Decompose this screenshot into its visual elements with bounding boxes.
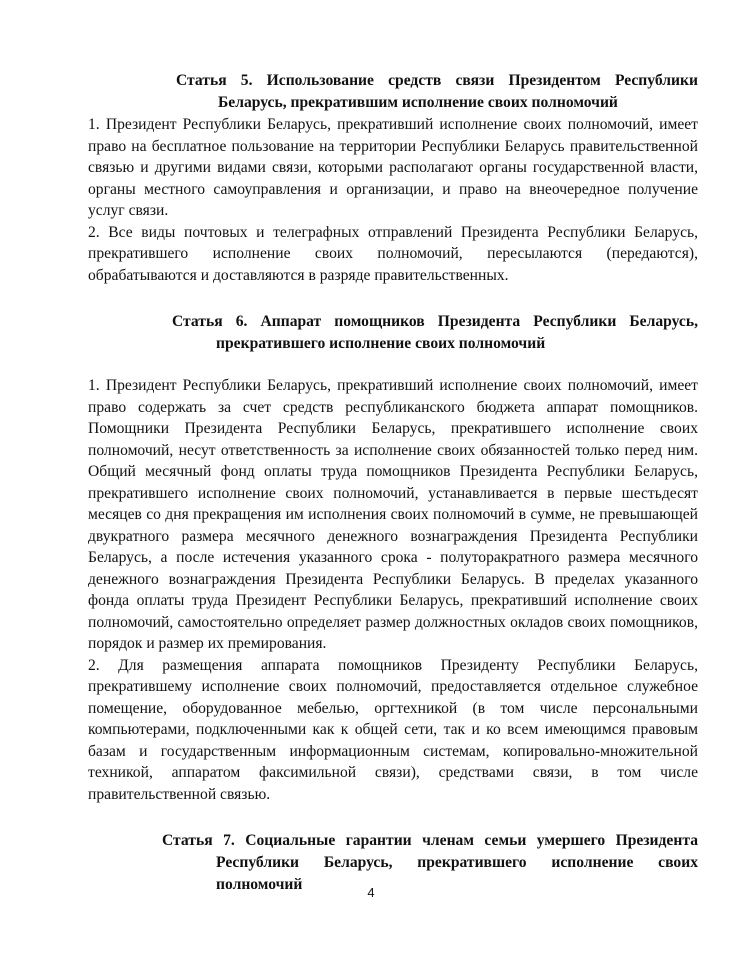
article-5-paragraph-1: 1. Президент Республики Беларусь, прекративший исполнение своих полномочий, имеет право на бесплатное пользование на территории Республики Беларусь правительственной связью и другими видами связи, которыми располагают органы государственной власти, органы местного самоуправления и организации, и право на внеочередное получение услуг связи. — [88, 116, 698, 219]
article-6-title: Статья 6. Аппарат помощников Президента Республики Беларусь, прекратившего исполнение своих полномочий — [172, 313, 698, 352]
article-5-title: Статья 5. Использование средств связи Президентом Республики Беларусь, прекратившим исполнение своих полномочий — [176, 72, 698, 111]
article-6-paragraph-2: 2. Для размещения аппарата помощников Президенту Республики Беларусь, прекратившему исполнение своих полномочий, предоставляется отдельное служебное помещение, оборудованное мебелью, оргтехникой (в том числе персональными компьютерами, подключенными как к общей сети, так и ко всем имеющимся правовым базам и государственным информационным системам, копировально-множительной техникой, аппаратом факсимильной связи), средствами связи, в том числе правительственной связью. — [88, 656, 698, 803]
article-7-title: Статья 7. Социальные гарантии членам семьи умершего Президента Республики Беларусь, прекратившего исполнение своих полномочий — [162, 832, 698, 893]
document-page — [88, 70, 698, 896]
article-5-paragraph-2: 2. Все виды почтовых и телеграфных отправлений Президента Республики Беларусь, прекратившего исполнение своих полномочий, пересылаются (передаются), обрабатываются и доставляются в разряде правительственных. — [88, 223, 698, 284]
article-5 — [88, 70, 698, 286]
article-6-paragraph-1: 1. Президент Республики Беларусь, прекративший исполнение своих полномочий, имеет право содержать за счет средств республиканского бюджета аппарат помощников. Помощники Президента Республики Беларусь, прекратившего исполнение своих полномочий, несут ответственность за исполнение своих обязанностей только перед ним. Общий месячный фонд оплаты труда помощников Президента Республики Беларусь, прекратившего исполнение своих полномочий, устанавливается в первые шестьдесят месяцев со дня прекращения им исполнения своих полномочий в сумме, не превышающей двукратного размера месячного денежного вознаграждения Президента Республики Беларусь, а после истечения указанного срока - полуторакратного размера месячного денежного вознаграждения Президента Республики Беларусь. В пределах указанного фонда оплаты труда Президент Республики Беларусь, прекративший исполнение своих полномочий, самостоятельно определяет размер должностных окладов своих помощников, порядок и размер их премирования. — [88, 377, 698, 652]
spacer — [88, 286, 698, 311]
article-6 — [88, 311, 698, 805]
spacer — [88, 805, 698, 830]
page-number: 4 — [367, 885, 375, 900]
spacer — [88, 355, 698, 375]
